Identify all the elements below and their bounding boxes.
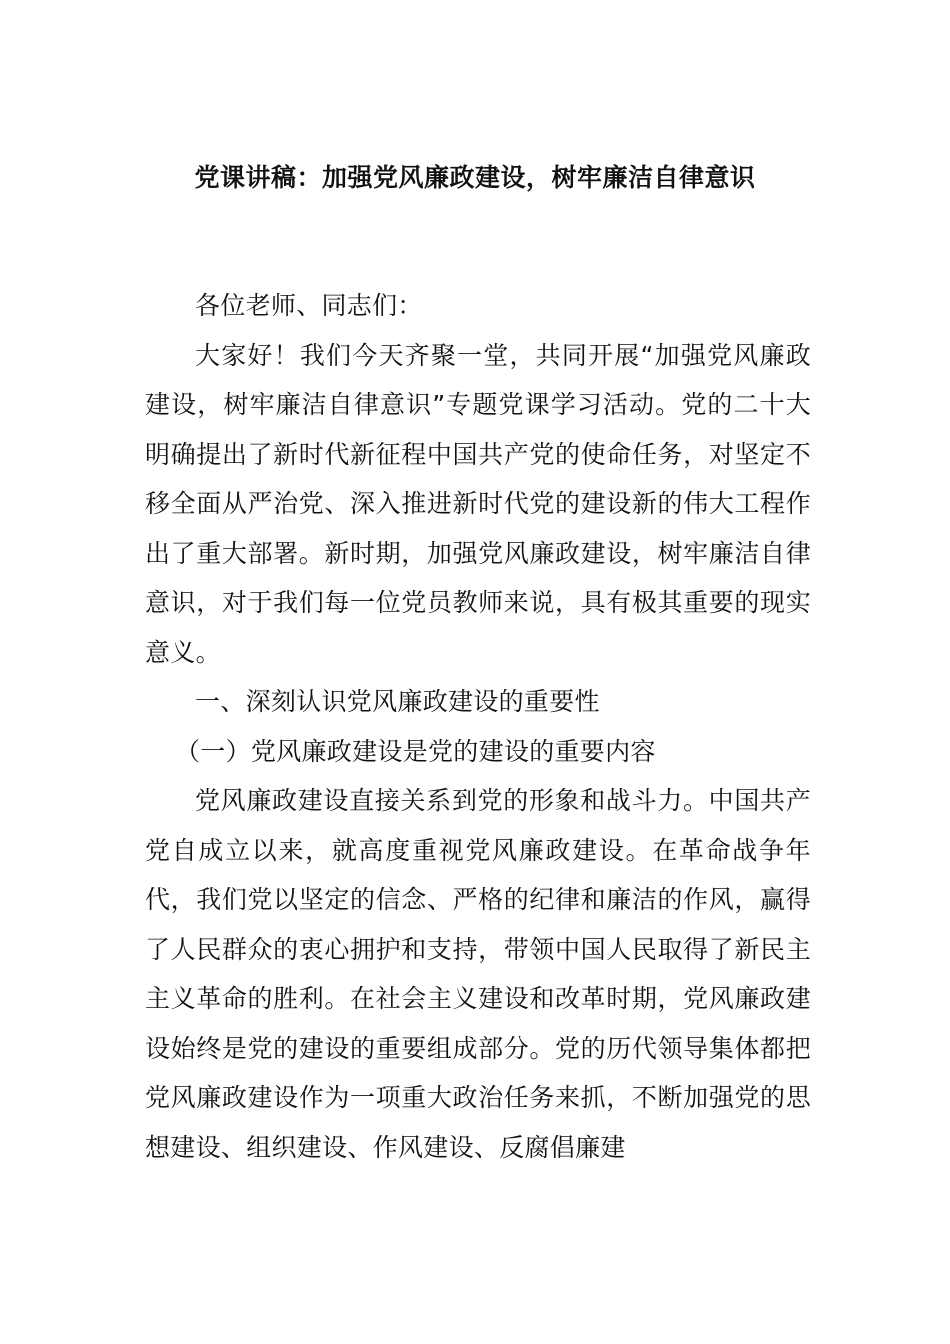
salutation: 各位老师、同志们： <box>195 291 423 320</box>
subsection-paragraph: 党风廉政建设直接关系到党的形象和战斗力。中国共产党自成立以来，就高度重视党风廉政建设。在革命战争年代，我们党以坚定的信念、严格的纪律和廉洁的作风，赢得了人民群众的衷心拥护和支持，带领中国人民取得了新民主主义革命的胜利。在社会主义建设和改革时期，党风廉政建设始终是党的建设的重要组成部分。党的历代领导集体都把党风廉政建设作为一项重大政治任务来抓，不断加强党的思想建设、组织建设、作风建设、反腐倡廉建 <box>145 786 811 1162</box>
intro-paragraph: 大家好！我们今天齐聚一堂，共同开展“加强党风廉政建设，树牢廉洁自律意识”专题党课学习活动。党的二十大明确提出了新时代新征程中国共产党的使命任务，对坚定不移全面从严治党、深入推进新时代党的建设新的伟大工程作出了重大部署。新时期，加强党风廉政建设，树牢廉洁自律意识，对于我们每一位党员教师来说，具有极其重要的现实意义。 <box>145 340 811 667</box>
section-heading: 一、深刻认识党风廉政建设的重要性 <box>195 687 600 716</box>
subsection-heading: （一）党风廉政建设是党的建设的重要内容 <box>175 736 656 766</box>
document-body <box>145 281 811 1172</box>
document-title: 党课讲稿：加强党风廉政建设，树牢廉洁自律意识 <box>194 163 756 192</box>
